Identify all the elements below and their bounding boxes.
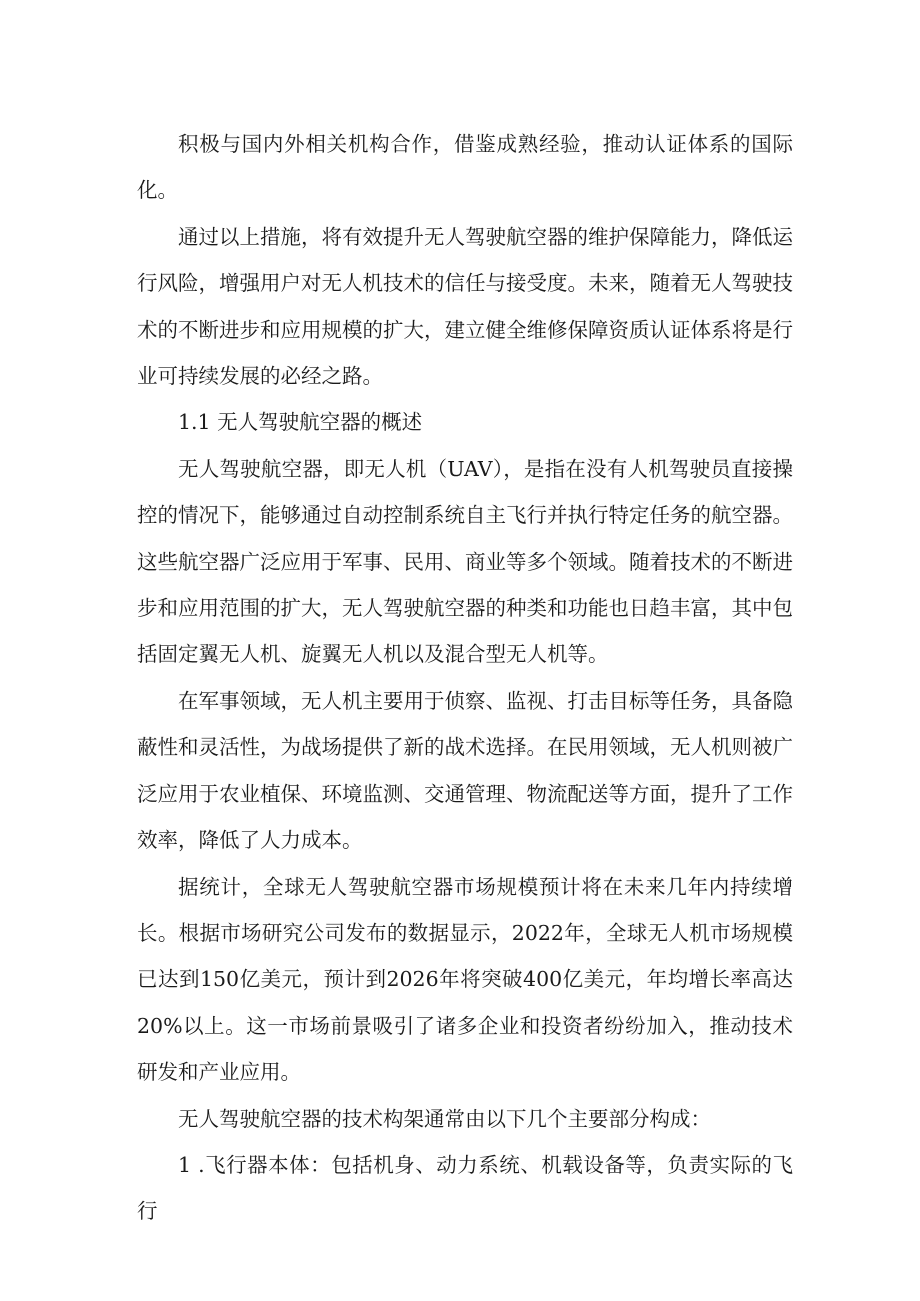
paragraph-measures-summary: 通过以上措施，将有效提升无人驾驶航空器的维护保障能力，降低运行风险，增强用户对无人机技术的信任与接受度。未来，随着无人驾驶技术的不断进步和应用规模的扩大，建立健全维修保障资质认证体系将是行业可持续发展的必经之路。 <box>137 224 793 389</box>
document-body <box>137 121 793 1235</box>
section-heading-1-1: 1.1 无人驾驶航空器的概述 <box>178 410 423 435</box>
list-item-airframe: 1 .飞行器本体：包括机身、动力系统、机载设备等，负责实际的飞行 <box>137 1152 793 1224</box>
paragraph-architecture-intro: 无人驾驶航空器的技术构架通常由以下几个主要部分构成： <box>178 1106 711 1131</box>
paragraph-international-cooperation: 积极与国内外相关机构合作，借鉴成熟经验，推动认证体系的国际化。 <box>137 132 793 203</box>
paragraph-uav-definition: 无人驾驶航空器，即无人机（UAV），是指在没有人机驾驶员直接操控的情况下，能够通过自动控制系统自主飞行并执行特定任务的航空器。这些航空器广泛应用于军事、民用、商业等多个领域。随着技术的不断进步和应用范围的扩大，无人驾驶航空器的种类和功能也日趋丰富，其中包括固定翼无人机、旋翼无人机以及混合型无人机等。 <box>137 456 793 667</box>
paragraph-market-statistics: 据统计，全球无人驾驶航空器市场规模预计将在未来几年内持续增长。根据市场研究公司发布的数据显示，2022年，全球无人机市场规模已达到150亿美元，预计到2026年将突破400亿美元，年均增长率高达20%以上。这一市场前景吸引了诸多企业和投资者纷纷加入，推动技术研发和产业应用。 <box>137 874 793 1085</box>
paragraph-military-civil-use: 在军事领域，无人机主要用于侦察、监视、打击目标等任务，具备隐蔽性和灵活性，为战场提供了新的战术选择。在民用领域，无人机则被广泛应用于农业植保、环境监测、交通管理、物流配送等方面，提升了工作效率，降低了人力成本。 <box>137 688 793 853</box>
